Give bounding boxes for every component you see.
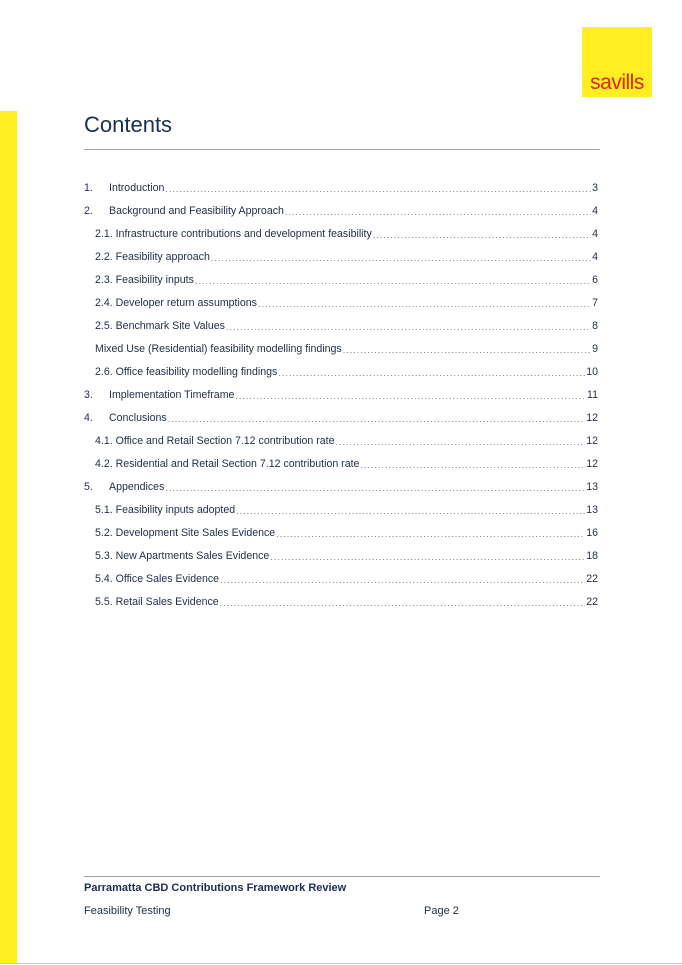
toc-leader-dots <box>276 529 585 539</box>
toc-entry[interactable] <box>84 539 598 562</box>
toc-entry-title: 2.5. Benchmark Site Values <box>95 320 225 332</box>
toc-entry-title: Appendices <box>109 481 165 493</box>
toc-entry[interactable] <box>84 194 598 217</box>
toc-entry[interactable] <box>84 470 598 493</box>
toc-entry[interactable] <box>84 378 598 401</box>
toc-leader-dots <box>285 207 591 217</box>
toc-entry-title: 5.3. New Apartments Sales Evidence <box>95 550 270 562</box>
toc-leader-dots <box>270 552 585 562</box>
toc-entry[interactable] <box>84 355 598 378</box>
toc-entry-number: 2. <box>84 205 93 217</box>
toc-entry[interactable] <box>84 562 598 585</box>
toc-leader-dots <box>220 598 586 608</box>
toc-entry-page: 11 <box>587 389 598 401</box>
toc-entry-page: 18 <box>586 550 598 562</box>
toc-leader-dots <box>226 322 591 332</box>
toc-leader-dots <box>235 391 586 401</box>
toc-entry-title: Implementation Timeframe <box>109 389 235 401</box>
toc-entry[interactable] <box>84 516 598 539</box>
toc-entry-page: 22 <box>586 573 598 585</box>
toc-leader-dots <box>360 460 585 470</box>
toc-entry-number: 1. <box>84 182 93 194</box>
toc-leader-dots <box>336 437 586 447</box>
toc-entry[interactable] <box>84 309 598 332</box>
toc-leader-dots <box>165 483 585 493</box>
footer-page-number: Page 2 <box>424 905 459 917</box>
toc-entry-page: 16 <box>586 527 598 539</box>
toc-entry-title: 5.5. Retail Sales Evidence <box>95 596 219 608</box>
toc-entry-number: 4. <box>84 412 93 424</box>
toc-entry-page: 3 <box>592 182 598 194</box>
toc-entry[interactable] <box>84 217 598 240</box>
toc-entry-page: 4 <box>592 251 598 263</box>
toc-leader-dots <box>168 414 585 424</box>
page-bottom-edge <box>0 963 682 964</box>
title-divider <box>84 149 600 150</box>
toc-entry-title: 5.1. Feasibility inputs adopted <box>95 504 236 516</box>
toc-entry[interactable] <box>84 240 598 263</box>
toc-leader-dots <box>195 276 591 286</box>
footer-divider <box>84 876 600 877</box>
toc-entry-page: 6 <box>592 274 598 286</box>
toc-leader-dots <box>373 230 591 240</box>
toc-leader-dots <box>236 506 585 516</box>
toc-entry-page: 13 <box>586 481 598 493</box>
toc-leader-dots <box>258 299 591 309</box>
toc-entry-page: 4 <box>592 228 598 240</box>
toc-entry-title: Introduction <box>109 182 165 194</box>
toc-entry-title: 2.3. Feasibility inputs <box>95 274 194 286</box>
toc-entry[interactable] <box>84 171 598 194</box>
page-title: Contents <box>84 112 173 137</box>
toc-entry-number: 5. <box>84 481 93 493</box>
toc-entry[interactable] <box>84 286 598 309</box>
toc-entry-title: 4.1. Office and Retail Section 7.12 contribution rate <box>95 435 335 447</box>
toc-entry[interactable] <box>84 447 598 470</box>
toc-entry-title: Mixed Use (Residential) feasibility modelling findings <box>95 343 342 355</box>
toc-entry[interactable] <box>84 585 598 608</box>
toc-entry-title: 5.4. Office Sales Evidence <box>95 573 220 585</box>
toc-entry[interactable] <box>84 493 598 516</box>
toc-leader-dots <box>220 575 585 585</box>
footer-report-title: Parramatta CBD Contributions Framework Review <box>84 882 347 894</box>
toc-entry-title: Background and Feasibility Approach <box>109 205 284 217</box>
toc-entry-title: 5.2. Development Site Sales Evidence <box>95 527 276 539</box>
toc-entry-page: 12 <box>586 458 598 470</box>
toc-entry-page: 4 <box>592 205 598 217</box>
toc-entry-number: 3. <box>84 389 93 401</box>
toc-entry-page: 13 <box>586 504 598 516</box>
toc-leader-dots <box>165 184 591 194</box>
toc-entry[interactable] <box>84 332 598 355</box>
left-accent-bar <box>0 111 17 963</box>
toc-entry-page: 12 <box>586 435 598 447</box>
toc-entry-page: 22 <box>586 596 598 608</box>
toc-leader-dots <box>278 368 585 378</box>
logo-text: savills <box>590 71 644 94</box>
toc-leader-dots <box>211 253 591 263</box>
toc-leader-dots <box>343 345 591 355</box>
toc-entry[interactable] <box>84 401 598 424</box>
toc-entry-title: Conclusions <box>109 412 167 424</box>
savills-logo <box>582 27 652 97</box>
table-of-contents <box>84 171 598 608</box>
toc-entry-page: 12 <box>586 412 598 424</box>
toc-entry-title: 2.1. Infrastructure contributions and development feasibility <box>95 228 372 240</box>
toc-entry-title: 2.4. Developer return assumptions <box>95 297 257 309</box>
toc-entry[interactable] <box>84 263 598 286</box>
toc-entry-title: 4.2. Residential and Retail Section 7.12 contribution rate <box>95 458 360 470</box>
toc-entry-title: 2.2. Feasibility approach <box>95 251 210 263</box>
toc-entry-page: 10 <box>586 366 598 378</box>
toc-entry-title: 2.6. Office feasibility modelling findings <box>95 366 278 378</box>
toc-entry-page: 7 <box>592 297 598 309</box>
toc-entry-page: 9 <box>592 343 598 355</box>
footer-subtitle: Feasibility Testing <box>84 905 171 917</box>
toc-entry-page: 8 <box>592 320 598 332</box>
toc-entry[interactable] <box>84 424 598 447</box>
